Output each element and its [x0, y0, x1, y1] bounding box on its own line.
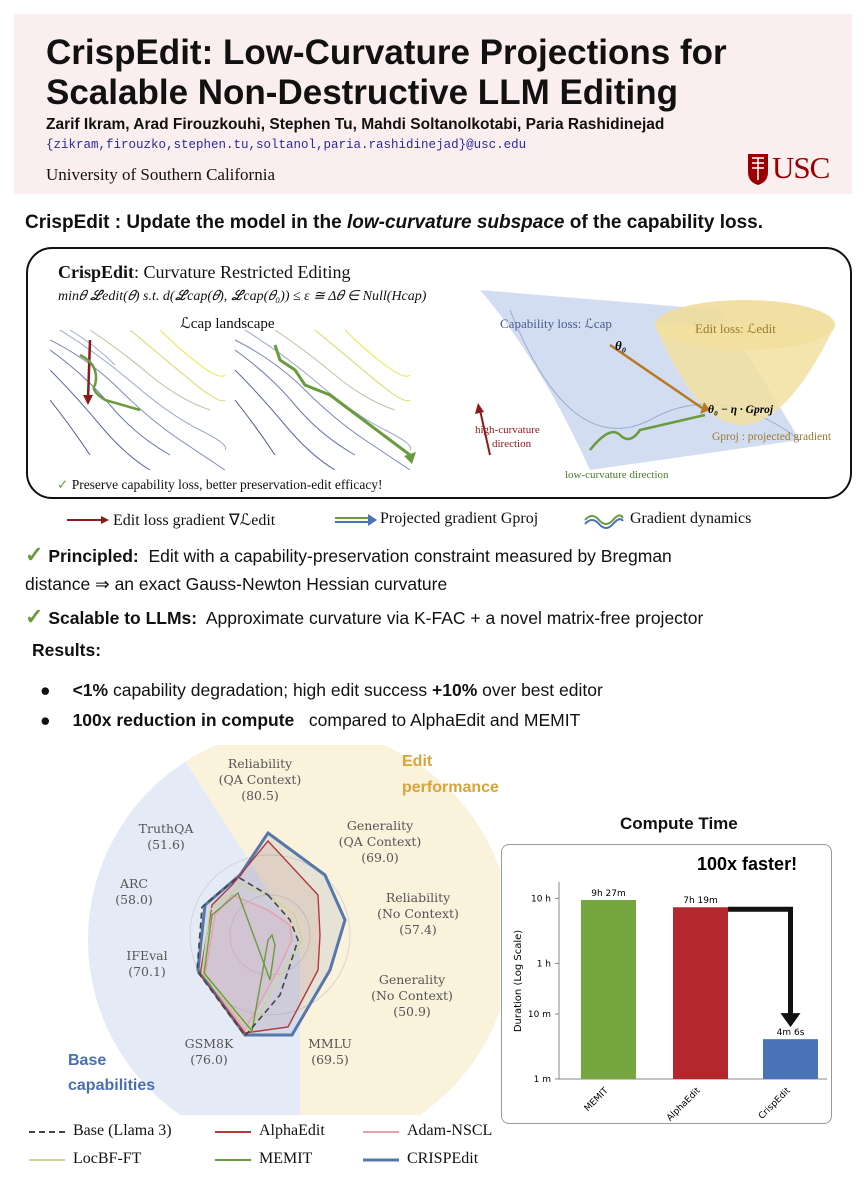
legend-base: Base (Llama 3)	[73, 1122, 172, 1139]
radar-axis-5-max: (76.0)	[190, 1052, 228, 1067]
x-tick-label-1: AlphaEdit	[665, 1086, 703, 1124]
edit-region-label-2: performance	[402, 779, 499, 796]
cap-loss-label: Capability loss: ℒcap	[500, 316, 612, 331]
figure-title-bold: CrispEdit	[58, 262, 135, 282]
legend-alphaedit: AlphaEdit	[259, 1122, 325, 1139]
landscape-label: ℒcap landscape	[180, 316, 275, 332]
r1-bold2: +10%	[432, 680, 478, 700]
r1-tail: over best editor	[477, 680, 603, 700]
legend-adam-nscl: Adam-NSCL	[407, 1122, 493, 1139]
radar-axis-2-name: Reliability	[385, 890, 451, 905]
theta0-label: θ₀	[615, 338, 627, 353]
radar-axis-1-name: Generality	[346, 818, 414, 833]
high-curv-label: high-curvature	[475, 424, 540, 436]
radar-axis-1-max: (69.0)	[361, 850, 399, 865]
check-icon: ✓	[25, 604, 44, 629]
objective-equation: min𝜃 ℒedit(𝜃) s.t. d(ℒcap(𝜃), ℒcap(𝜃₀)) ≤ ε ≅ Δ𝜃 ∈ Null(Hcap)	[58, 289, 427, 304]
figure-check-text: Preserve capability loss, better preservation-edit efficacy!	[71, 477, 383, 492]
x-tick-label-0: MEMIT	[582, 1086, 611, 1114]
radar-axis-7-max: (58.0)	[115, 892, 153, 907]
bar-value-label-2: 4m 6s	[776, 1028, 805, 1039]
base-region-label-1: Base	[68, 1052, 107, 1069]
edit-loss-label: Edit loss: ℒedit	[695, 321, 776, 336]
usc-seal-icon	[746, 152, 770, 186]
r1-bold: <1%	[72, 680, 109, 700]
results-head: Results:	[32, 640, 102, 660]
radar-axis-2-max: (57.4)	[399, 922, 437, 937]
bar-value-label-1: 7h 19m	[683, 896, 718, 907]
legend-edit-gradient: Edit loss gradient ∇ℒedit	[113, 512, 276, 529]
y-tick-label-2: 1 h	[536, 959, 551, 970]
radar-axis-5-name: GSM8K	[184, 1036, 234, 1051]
gproj-label: Gproj : projected gradient	[712, 431, 832, 443]
radar-axis-2-sub: (No Context)	[377, 906, 459, 921]
legend-crispedit: CRISPEdit	[407, 1150, 479, 1167]
r2-tail: compared to AlphaEdit and MEMIT	[308, 710, 581, 730]
bar-chart	[501, 844, 832, 1124]
affiliation: University of Southern California	[46, 165, 275, 184]
speedup-arrowhead	[781, 1013, 801, 1027]
high-curv-label-2: direction	[492, 438, 532, 450]
radar-axis-4-max: (69.5)	[311, 1052, 349, 1067]
radar-axis-0-name: Reliability	[227, 756, 293, 771]
radar-chart	[0, 745, 500, 1115]
radar-axis-3-max: (50.9)	[393, 1004, 431, 1019]
check-icon: ✓	[57, 477, 69, 492]
y-tick-label-1: 10 m	[527, 1010, 551, 1020]
summary-tail: of the capability loss.	[564, 212, 763, 233]
figure-title	[58, 262, 350, 283]
point-principled	[25, 542, 672, 568]
radar-axis-6-name: IFEval	[126, 948, 168, 963]
x-tick-label-2: CrispEdit	[757, 1086, 793, 1122]
summary-line	[25, 212, 763, 234]
scalable-text: Approximate curvature via K-FAC + a novel matrix-free projector	[205, 608, 704, 628]
radar-axis-8-name: TruthQA	[138, 821, 194, 836]
radar-axis-6-max: (70.1)	[128, 964, 166, 979]
emails: {zikram,firouzko,stephen.tu,soltanol,paria.rashidinejad}@usc.edu	[46, 138, 527, 152]
legend-locbf: LocBF-FT	[73, 1150, 142, 1167]
authors: Zarif Ikram, Arad Firouzkouhi, Stephen Tu, Mahdi Soltanolkotabi, Paria Rashidinejad	[46, 116, 665, 133]
radar-axis-3-sub: (No Context)	[371, 988, 453, 1003]
usc-logo-text: USC	[772, 150, 830, 185]
legend-gradient-dynamics: Gradient dynamics	[630, 510, 752, 527]
check-icon: ✓	[25, 542, 44, 567]
bar-memit	[581, 900, 636, 1079]
y-tick-label-0: 1 m	[533, 1075, 551, 1085]
paper-title: CrispEdit: Low-Curvature Projections for Scalable Non-Destructive LLM Editing	[46, 33, 727, 112]
radar-axis-8-max: (51.6)	[147, 837, 185, 852]
loss-surface-illustration	[470, 270, 845, 490]
r1-mid: capability degradation; high edit success	[108, 680, 433, 700]
summary-lead: CrispEdit	[25, 212, 110, 233]
figure-check-note	[57, 477, 383, 493]
result-2: ● 100x reduction in compute compared to AlphaEdit and MEMIT	[40, 710, 581, 730]
radar-axis-4-name: MMLU	[308, 1036, 352, 1051]
low-curv-label: low-curvature direction	[565, 469, 669, 481]
legend-projected-gradient: Projected gradient Gproj	[380, 510, 539, 527]
theta-update-label: θ₀ − η · Gproj	[708, 404, 774, 416]
r2-bold: 100x reduction in compute	[72, 710, 295, 730]
bar-value-label-0: 9h 27m	[591, 889, 626, 900]
figure-title-rest: : Curvature Restricted Editing	[134, 262, 351, 282]
bar-alphaedit	[673, 907, 728, 1079]
faster-annotation: 100x faster!	[697, 854, 798, 874]
principled-text: Edit with a capability-preservation constraint measured by Bregman	[148, 546, 672, 566]
radar-axis-0-sub: (QA Context)	[218, 772, 302, 787]
y-axis-label: Duration (Log Scale)	[513, 929, 524, 1033]
edit-region-label-1: Edit	[402, 753, 433, 770]
radar-axis-3-name: Generality	[378, 972, 446, 987]
principled-text-2: distance ⇒ an exact Gauss-Newton Hessian curvature	[25, 574, 448, 594]
y-tick-label-3: 10 h	[530, 894, 551, 905]
bar-crispedit	[763, 1039, 818, 1079]
point-scalable	[25, 604, 703, 630]
radar-axis-7-name: ARC	[119, 876, 149, 891]
landscape-contour-plots	[50, 330, 440, 470]
base-region-label-2: capabilities	[68, 1077, 156, 1094]
summary-emph: low-curvature subspace	[346, 212, 565, 233]
radar-axis-1-sub: (QA Context)	[338, 834, 422, 849]
bar-chart-title: Compute Time	[620, 814, 738, 833]
legend-memit: MEMIT	[259, 1150, 313, 1167]
summary-mid: : Update the model in the	[109, 212, 347, 233]
principled-head: Principled:	[48, 546, 139, 566]
scalable-head: Scalable to LLMs:	[48, 608, 198, 628]
speedup-arrow	[728, 909, 791, 1015]
radar-axis-0-max: (80.5)	[241, 788, 279, 803]
result-1: ● <1% capability degradation; high edit success +10% over best editor	[40, 680, 603, 700]
